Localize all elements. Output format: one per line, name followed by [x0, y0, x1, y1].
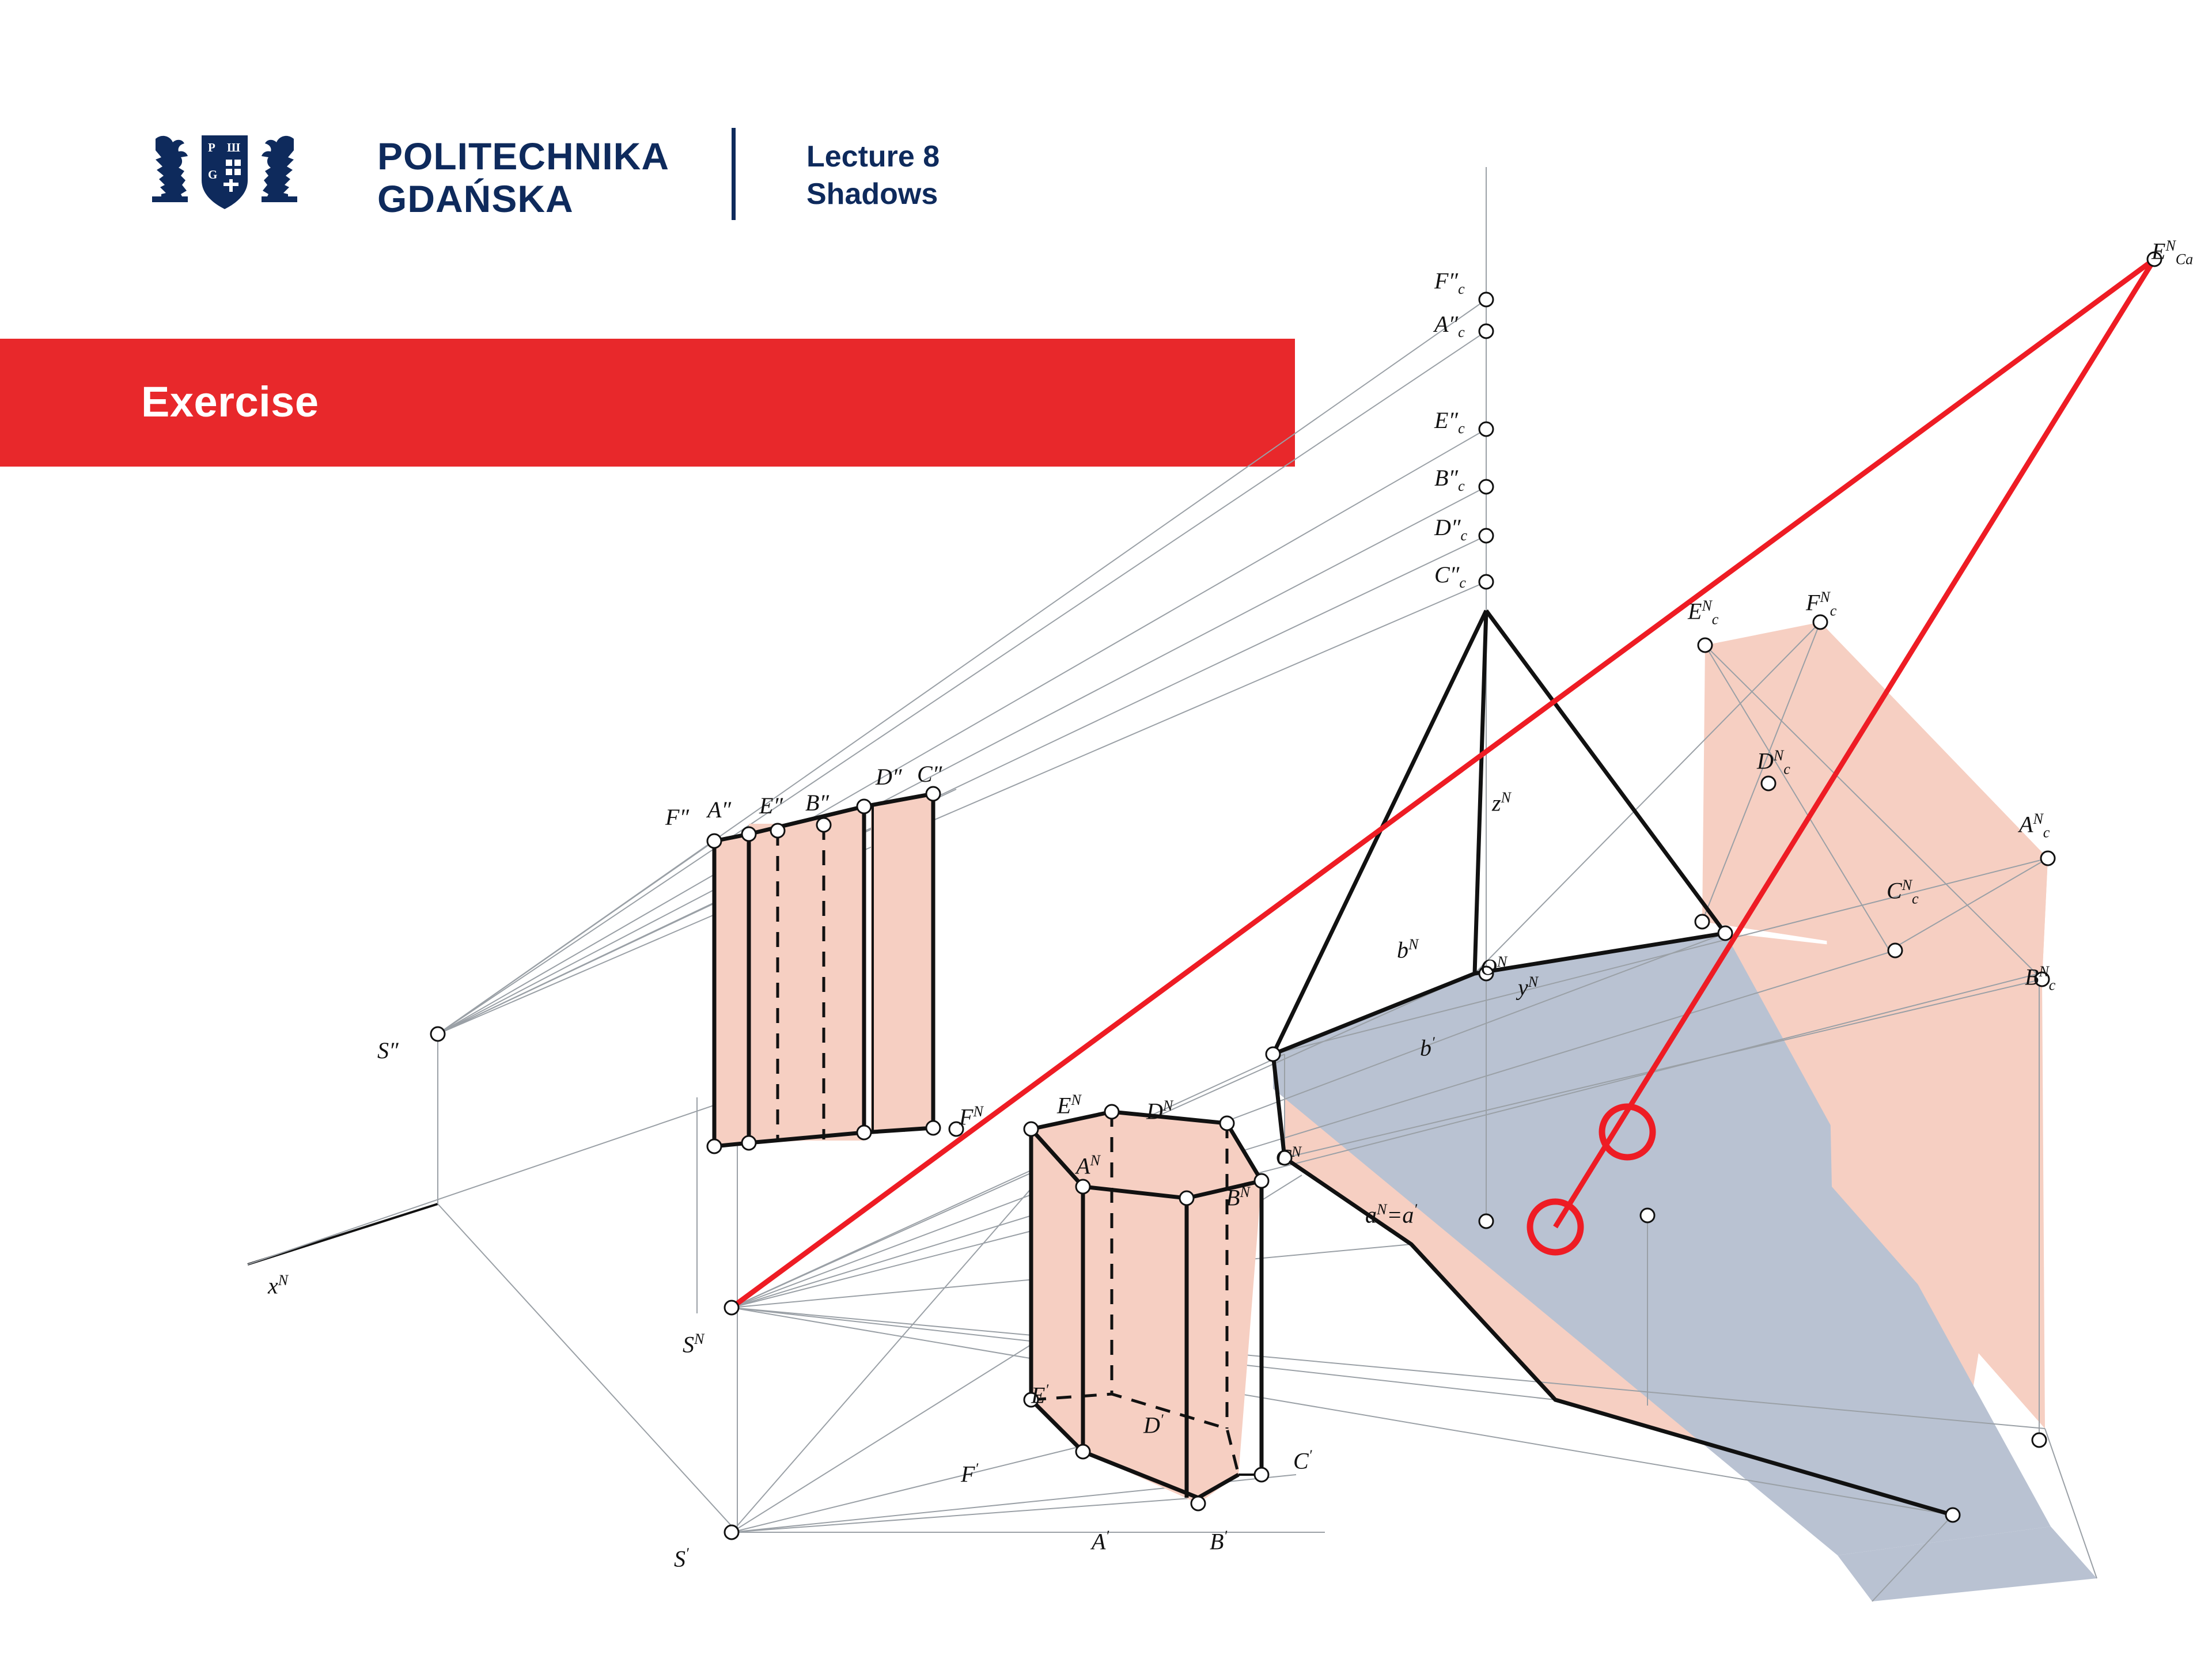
label-zN: $z^N$ [1492, 789, 1511, 816]
label-xN: $x^N$ [268, 1272, 289, 1299]
label-F2c: $F''_c$ [1434, 268, 1465, 297]
label-E2: E″ [759, 793, 783, 819]
label-DNc: $D^N_c$ [1757, 747, 1790, 778]
label-ANc: $A^N_c$ [2019, 810, 2050, 841]
label-CNc: $C^N_c$ [1887, 877, 1919, 907]
svg-text:Ш: Ш [227, 141, 241, 154]
frontal-projection [714, 794, 933, 1146]
section-title: Exercise [141, 378, 319, 426]
label-aN-a1: $a^N=a'$ [1365, 1201, 1418, 1228]
label-AN: $A^N$ [1076, 1152, 1100, 1179]
label-C2c: $C''_c$ [1434, 562, 1466, 591]
label-b1: b′ [1420, 1034, 1435, 1061]
label-B1: B′ [1210, 1528, 1228, 1555]
label-SN: $S^N$ [683, 1331, 704, 1358]
label-B2c: $B''_c$ [1434, 465, 1465, 494]
lecture-title-line2: Shadows [806, 177, 938, 211]
label-D2c: $D''_c$ [1434, 514, 1468, 544]
label-DN: $D^N$ [1146, 1097, 1173, 1124]
label-E2c: $E''_c$ [1434, 407, 1465, 437]
label-B2: B″ [805, 790, 830, 816]
label-BN: $B^N$ [1226, 1184, 1250, 1211]
label-D1: D′ [1143, 1411, 1164, 1438]
label-ENc: $E^N_c$ [1688, 597, 1719, 628]
university-name-line1: POLITECHNIKA [377, 135, 669, 177]
svg-text:G: G [208, 168, 218, 181]
label-CN: $C^N$ [1276, 1143, 1302, 1171]
label-F2: F″ [665, 804, 690, 830]
label-F1: F′ [961, 1460, 979, 1487]
svg-text:P: P [208, 141, 215, 154]
hexagonal-prism [1031, 1112, 1262, 1503]
label-FNc: $F^N_c$ [1806, 589, 1837, 619]
label-FN: $F^N$ [959, 1103, 983, 1130]
label-yN: $y^N$ [1518, 974, 1539, 1001]
label-D2: D″ [876, 764, 902, 790]
university-name-line2: GDAŃSKA [377, 177, 574, 220]
label-S2: S″ [377, 1037, 399, 1063]
lecture-title-line1: Lecture 8 [806, 140, 940, 173]
label-S1: S′ [674, 1545, 689, 1572]
label-C1: C′ [1293, 1447, 1312, 1474]
label-C2: C″ [917, 761, 942, 787]
label-BNc: $B^N_c$ [2025, 963, 2056, 994]
label-A1: A′ [1092, 1528, 1109, 1555]
label-ENCa: $E^N_{Ca}$ [2152, 237, 2194, 268]
label-ON: $O^N$ [1480, 953, 1508, 980]
label-EN: $E^N$ [1057, 1092, 1081, 1119]
label-bN: $b^N$ [1397, 936, 1419, 963]
label-A2c: $A''_c$ [1434, 311, 1465, 340]
label-E1: E′ [1031, 1381, 1049, 1408]
label-A2: A″ [707, 797, 732, 823]
